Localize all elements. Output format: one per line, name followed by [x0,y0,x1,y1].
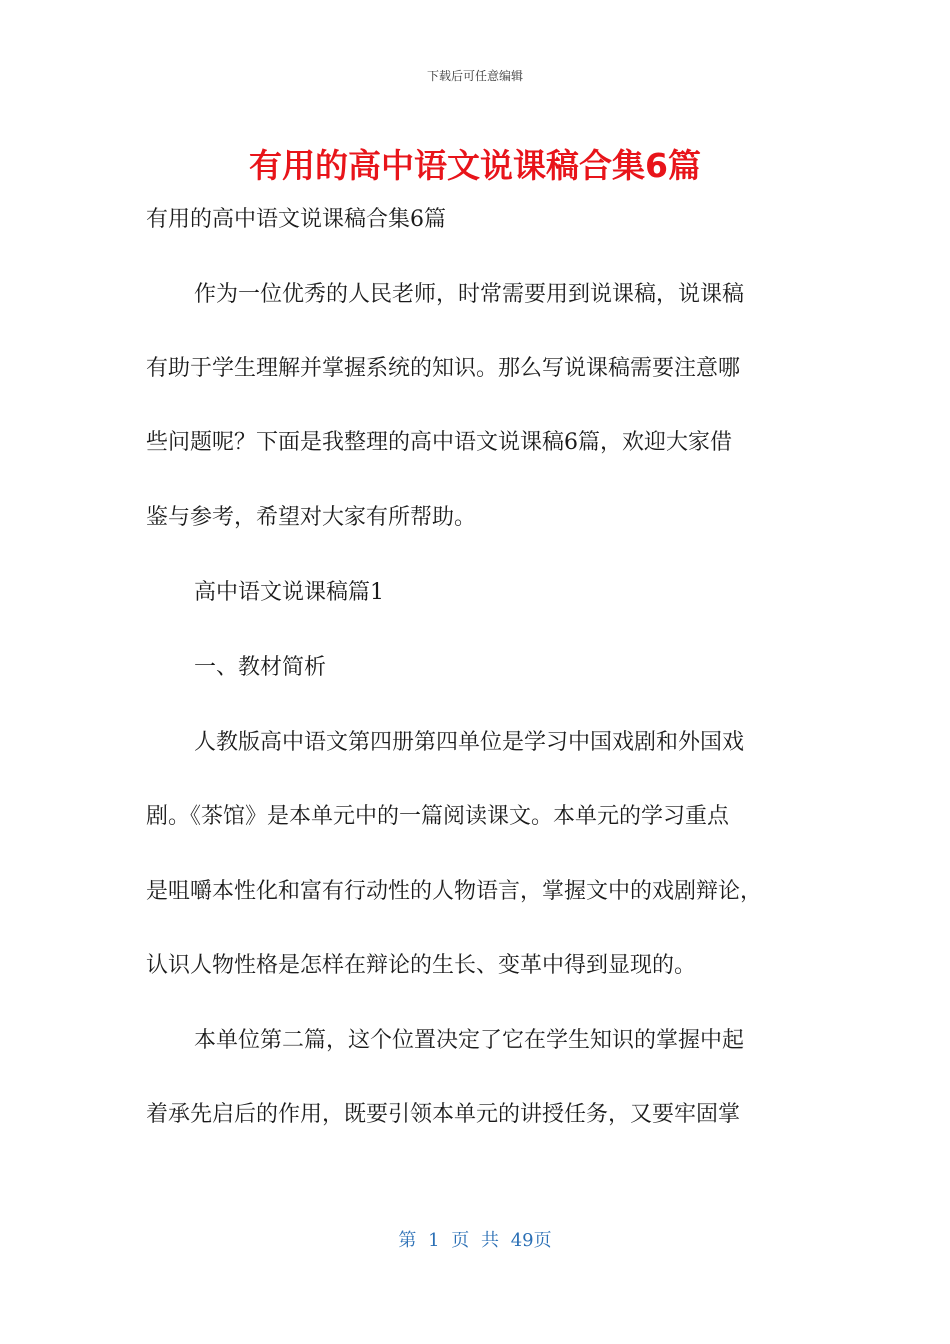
page-footer: 第 1 页 共 49页 [398,1230,552,1251]
paragraph-2-line-1: 人教版高中语文第四册第四单位是学习中国戏剧和外国戏 [194,730,745,755]
section-heading: 高中语文说课稿篇1 [194,580,384,605]
paragraph-2-line-3: 是咀嚼本性化和富有行动性的人物语言，掌握文中的戏剧辩论， [146,879,763,904]
subtitle-line: 有用的高中语文说课稿合集6篇 [146,207,446,232]
header-note: 下载后可任意编辑 [426,69,523,83]
paragraph-1-line-4: 鉴与参考，希望对大家有所帮助。 [146,505,477,530]
paragraph-1-line-3: 些问题呢？下面是我整理的高中语文说课稿6篇，欢迎大家借 [146,430,732,455]
paragraph-1-line-2: 有助于学生理解并掌握系统的知识。那么写说课稿需要注意哪 [146,356,741,381]
paragraph-2-line-4: 认识人物性格是怎样在辩论的生长、变革中得到显现的。 [146,953,697,978]
paragraph-3-line-1: 本单位第二篇，这个位置决定了它在学生知识的掌握中起 [194,1028,745,1053]
paragraph-2-line-2: 剧。《茶馆》是本单元中的一篇阅读课文。本单元的学习重点 [146,804,730,829]
paragraph-3-line-2: 着承先启后的作用，既要引领本单元的讲授任务，又要牢固掌 [146,1102,741,1127]
subsection-heading: 一、教材简析 [194,655,327,680]
paragraph-1-line-1: 作为一位优秀的人民老师，时常需要用到说课稿，说课稿 [194,282,745,307]
document-title: 有用的高中语文说课稿合集6篇 [249,146,701,185]
